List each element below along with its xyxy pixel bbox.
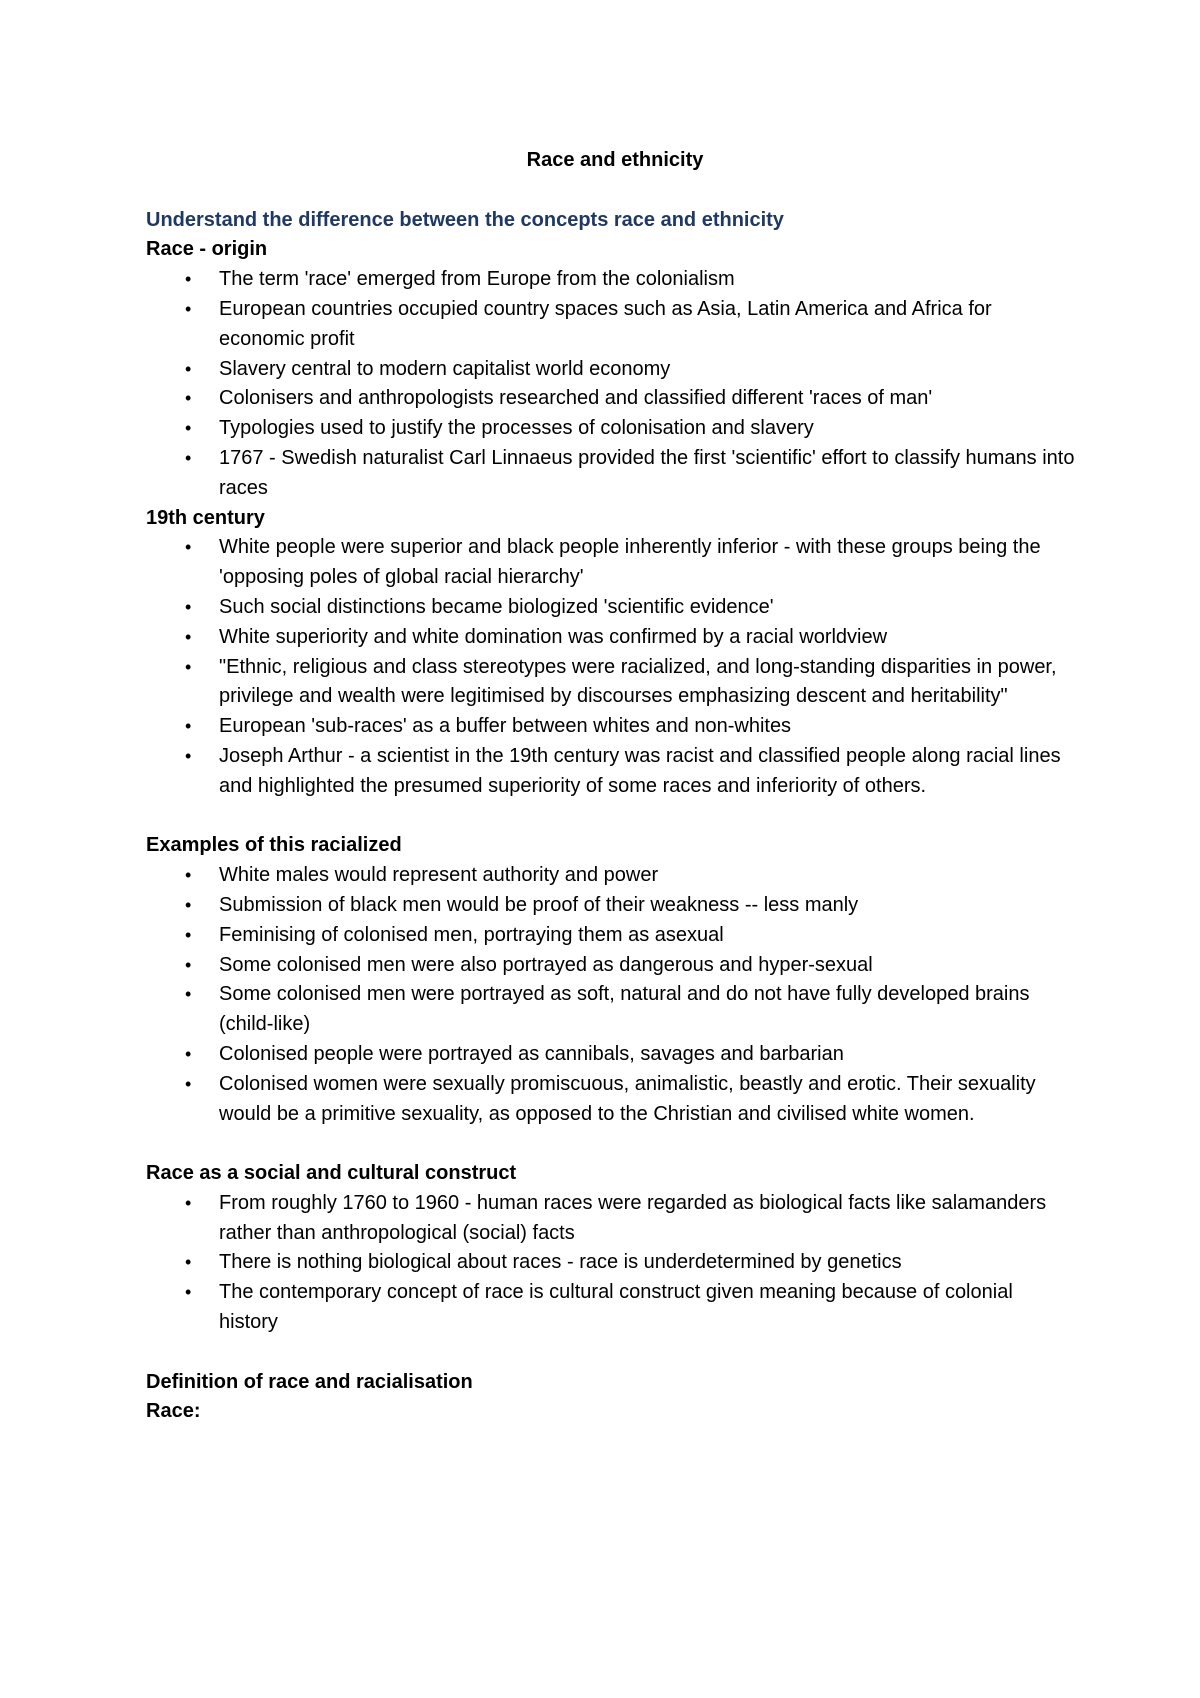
paragraph-gap xyxy=(146,1129,1076,1159)
bullet-icon: • xyxy=(185,1192,192,1213)
paragraph-gap xyxy=(146,802,1076,832)
bullet-icon: • xyxy=(185,716,192,737)
list-item: • Submission of black men would be proof of their weakness -- less manly xyxy=(146,891,1076,921)
bullet-icon: • xyxy=(185,447,192,468)
bullet-icon: • xyxy=(185,1252,192,1273)
bullet-icon: • xyxy=(185,656,192,677)
list-item: • Some colonised men were also portrayed as dangerous and hyper-sexual xyxy=(146,951,1076,981)
bullet-icon: • xyxy=(185,298,192,319)
section-heading-social-construct: Race as a social and cultural construct xyxy=(146,1162,517,1185)
list-item: • European countries occupied country spaces such as Asia, Latin America and Africa for economic profit xyxy=(146,295,1076,355)
bullet-list-race-origin xyxy=(146,265,1076,503)
list-item: • White superiority and white domination was confirmed by a racial worldview xyxy=(146,623,1076,653)
list-item: • From roughly 1760 to 1960 - human races were regarded as biological facts like salamanders rather than anthropological (social) facts xyxy=(146,1189,1076,1249)
list-item: • "Ethnic, religious and class stereotypes were racialized, and long-standing disparities in power, privilege and wealth were legitimised by discourses emphasizing descent and heritability" xyxy=(146,653,1076,713)
bullet-list-19th-century xyxy=(146,533,1076,801)
bullet-icon: • xyxy=(185,1282,192,1303)
bullet-list-social-construct xyxy=(146,1189,1076,1338)
list-item: • White males would represent authority and power xyxy=(146,861,1076,891)
bullet-icon: • xyxy=(185,894,192,915)
list-item: • Slavery central to modern capitalist world economy xyxy=(146,355,1076,385)
list-item: • Colonised people were portrayed as cannibals, savages and barbarian xyxy=(146,1040,1076,1070)
bullet-icon: • xyxy=(185,984,192,1005)
section-heading-definition: Definition of race and racialisation xyxy=(146,1370,473,1393)
bullet-icon: • xyxy=(185,865,192,886)
section-heading-race-origin: Race - origin xyxy=(146,238,268,261)
bullet-icon: • xyxy=(185,269,192,290)
paragraph-gap xyxy=(146,1338,1076,1368)
bullet-icon: • xyxy=(185,1043,192,1064)
section-heading-19th-century: 19th century xyxy=(146,506,265,529)
list-item: • Joseph Arthur - a scientist in the 19th century was racist and classified people along racial lines and highlighted the presumed superiority of some races and inferiority of others. xyxy=(146,742,1076,802)
section-heading-examples: Examples of this racialized xyxy=(146,834,402,857)
bullet-icon: • xyxy=(185,745,192,766)
list-item: • White people were superior and black people inherently inferior - with these groups being the 'opposing poles of global racial hierarchy' xyxy=(146,533,1076,593)
bullet-icon: • xyxy=(185,626,192,647)
bullet-icon: • xyxy=(185,388,192,409)
list-item: • Such social distinctions became biologized 'scientific evidence' xyxy=(146,593,1076,623)
race-definition-label: Race: xyxy=(146,1400,201,1423)
list-item: • Typologies used to justify the processes of colonisation and slavery xyxy=(146,414,1076,444)
list-item: • European 'sub-races' as a buffer between whites and non-whites xyxy=(146,712,1076,742)
bullet-icon: • xyxy=(185,596,192,617)
bullet-icon: • xyxy=(185,1073,192,1094)
document-body xyxy=(146,146,1076,1427)
page-title: Race and ethnicity xyxy=(526,149,704,171)
bullet-list-examples xyxy=(146,861,1076,1129)
bullet-icon: • xyxy=(185,954,192,975)
list-item: • Colonised women were sexually promiscuous, animalistic, beastly and erotic. Their sexuality would be a primitive sexuality, as opposed to the Christian and civilised white women. xyxy=(146,1070,1076,1130)
list-item: • 1767 - Swedish naturalist Carl Linnaeus provided the first 'scientific' effort to classify humans into races xyxy=(146,444,1076,504)
bullet-icon: • xyxy=(185,418,192,439)
list-item: • There is nothing biological about races - race is underdetermined by genetics xyxy=(146,1248,1076,1278)
list-item: • The term 'race' emerged from Europe from the colonialism xyxy=(146,265,1076,295)
bullet-icon: • xyxy=(185,924,192,945)
list-item: • Some colonised men were portrayed as soft, natural and do not have fully developed brains (child-like) xyxy=(146,980,1076,1040)
list-item: • The contemporary concept of race is cultural construct given meaning because of colonial history xyxy=(146,1278,1076,1338)
bullet-icon: • xyxy=(185,358,192,379)
bullet-icon: • xyxy=(185,537,192,558)
list-item: • Colonisers and anthropologists researched and classified different 'races of man' xyxy=(146,384,1076,414)
learning-objective: Understand the difference between the concepts race and ethnicity xyxy=(146,208,784,231)
list-item: • Feminising of colonised men, portraying them as asexual xyxy=(146,921,1076,951)
